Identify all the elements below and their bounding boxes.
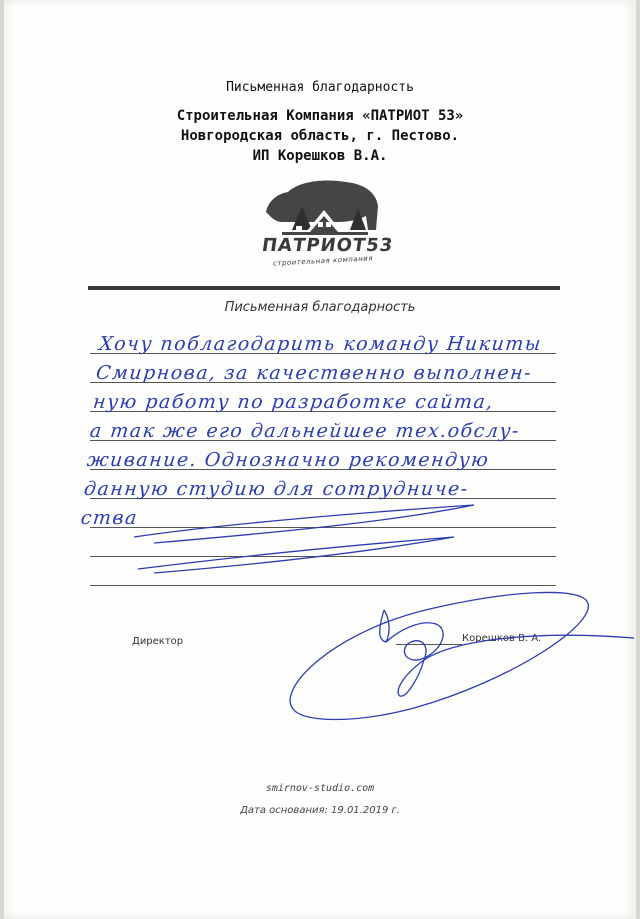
letter-sheet: [4, 0, 636, 919]
company-location: Новгородская область, г. Пестово.: [180, 128, 460, 144]
handwritten-line: ную работу по разработке сайта,: [91, 391, 496, 413]
handwritten-line: а так же его дальнейшее тех.обслу-: [88, 420, 522, 442]
director-label: Директор: [132, 636, 184, 647]
section-divider: [88, 286, 560, 290]
logo-name: ПАТРИОТ53: [260, 235, 395, 256]
handwritten-line: живание. Однозначно рекомендую: [85, 449, 491, 471]
handwritten-line: Смирнова, за качественно выполнен-: [94, 362, 534, 384]
studio-website: smirnov-studio.com: [265, 783, 375, 794]
handwritten-line: данную студию для сотрудниче-: [82, 478, 470, 500]
company-owner: ИП Корешков В.А.: [252, 148, 388, 164]
company-name: Строительная Компания «ПАТРИОТ 53»: [176, 108, 464, 124]
handwritten-line: ства: [79, 507, 140, 529]
signer-name: Корешков В. А.: [462, 633, 542, 644]
logo-subtitle: строительная компания: [272, 254, 374, 268]
handwritten-line: Хочу поблагодарить команду Никиты: [98, 333, 543, 355]
signature-icon: [274, 580, 636, 730]
bear-house-logo-icon: [262, 172, 384, 236]
company-logo: [260, 172, 395, 268]
header-title: Письменная благодарность: [226, 80, 414, 95]
founding-date: Дата основания: 19.01.2019 г.: [240, 805, 400, 816]
document-heading: Письменная благодарность: [224, 300, 416, 315]
cross-out-strokes: [94, 495, 544, 585]
